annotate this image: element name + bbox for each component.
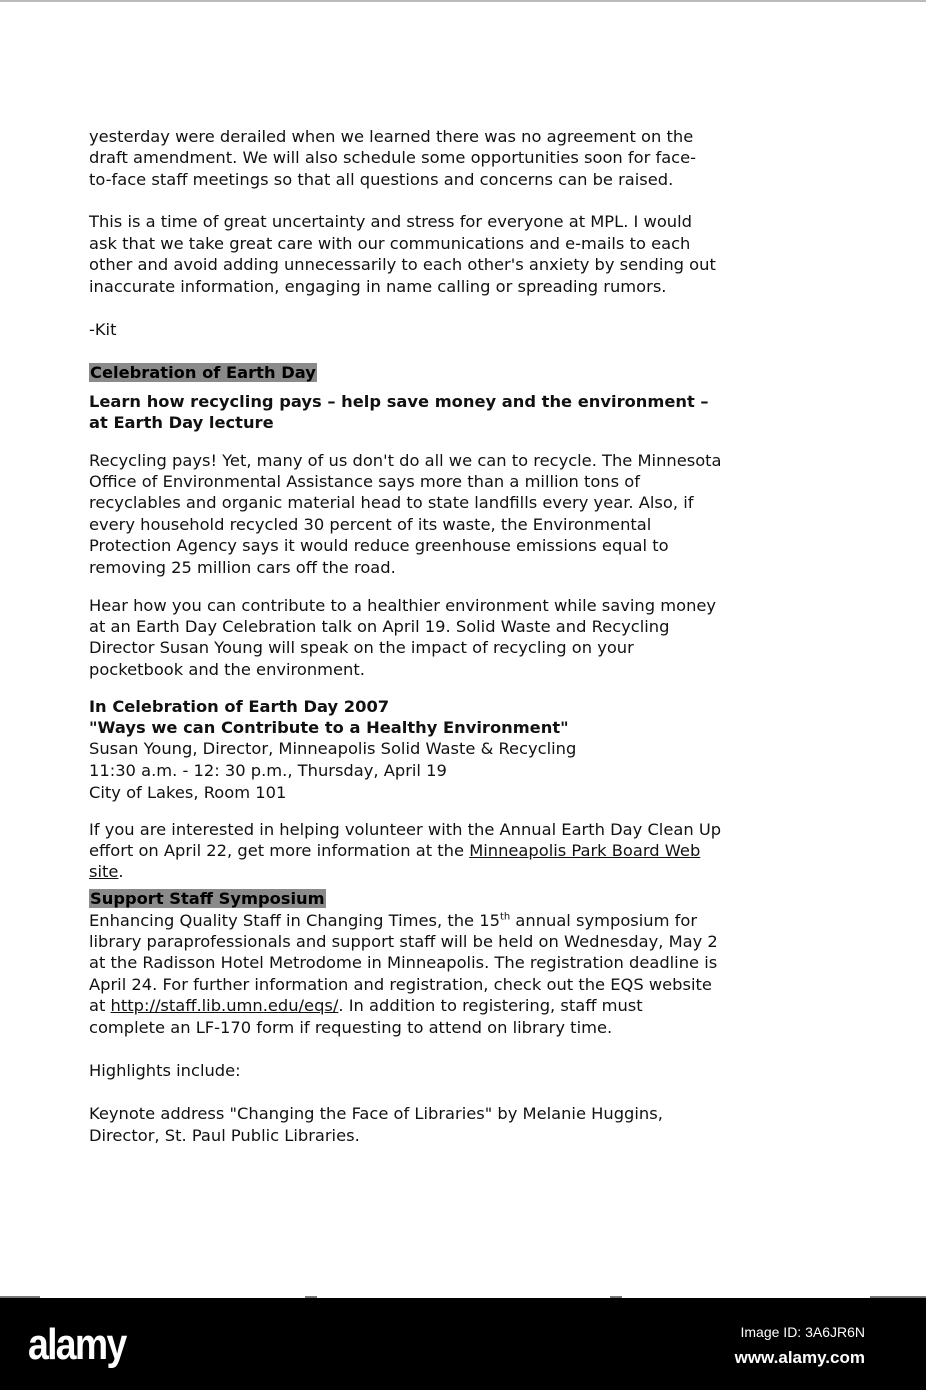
text-line: 11:30 a.m. - 12: 30 p.m., Thursday, April 19 bbox=[89, 761, 447, 780]
heading-line bbox=[89, 696, 389, 717]
subheading: Learn how recycling pays – help save money and the environment – bbox=[89, 392, 709, 411]
section-heading: Support Staff Symposium bbox=[90, 889, 325, 908]
hyperlink[interactable]: Minneapolis Park Board Web bbox=[469, 841, 701, 860]
text-line: -Kit bbox=[89, 320, 117, 339]
hyperlink[interactable]: site bbox=[89, 862, 119, 881]
text-line: yesterday were derailed when we learned there was no agreement on the bbox=[89, 127, 694, 146]
superscript: th bbox=[499, 911, 511, 923]
text-line: Protection Agency says it would reduce greenhouse emissions equal to bbox=[89, 536, 669, 555]
text-segment: effort on April 22, get more information at the bbox=[89, 841, 470, 860]
text-line: Recycling pays! Yet, many of us don't do all we can to recycle. The Minnesota bbox=[89, 451, 722, 470]
heading-line bbox=[89, 391, 709, 412]
text-line bbox=[89, 861, 124, 882]
text-line: If you are interested in helping volunteer with the Annual Earth Day Clean Up bbox=[89, 820, 722, 839]
text-line: at an Earth Day Celebration talk on April 19. Solid Waste and Recycling bbox=[89, 617, 670, 636]
text-line: April 24. For further information and registration, check out the EQS website bbox=[89, 975, 712, 994]
text-line: Director, St. Paul Public Libraries. bbox=[89, 1126, 360, 1145]
text-line: Office of Environmental Assistance says more than a million tons of bbox=[89, 472, 640, 491]
text-line: draft amendment. We will also schedule some opportunities soon for face- bbox=[89, 148, 697, 167]
text-segment: annual symposium for bbox=[510, 911, 698, 930]
subheading: In Celebration of Earth Day 2007 bbox=[89, 697, 390, 716]
hyperlink[interactable]: http://staff.lib.umn.edu/eqs/ bbox=[110, 996, 339, 1015]
text-line: at the Radisson Hotel Metrodome in Minneapolis. The registration deadline is bbox=[89, 953, 718, 972]
text-line: Keynote address "Changing the Face of Libraries" by Melanie Huggins, bbox=[89, 1104, 663, 1123]
text-segment: Enhancing Quality Staff in Changing Times, the 15 bbox=[89, 911, 500, 930]
text-line: Susan Young, Director, Minneapolis Solid Waste & Recycling bbox=[89, 739, 577, 758]
text-line: inaccurate information, engaging in name calling or spreading rumors. bbox=[89, 277, 667, 296]
text-line: Hear how you can contribute to a healthier environment while saving money bbox=[89, 596, 717, 615]
text-line: Highlights include: bbox=[89, 1061, 241, 1080]
site-url: www.alamy.com bbox=[734, 1348, 865, 1367]
section-heading: Celebration of Earth Day bbox=[90, 363, 316, 382]
text-line: ask that we take great care with our communications and e-mails to each bbox=[89, 234, 691, 253]
text-line: other and avoid adding unnecessarily to each other's anxiety by sending out bbox=[89, 255, 716, 274]
text-line: Director Susan Young will speak on the impact of recycling on your bbox=[89, 638, 634, 657]
text-line: This is a time of great uncertainty and stress for everyone at MPL. I would bbox=[89, 212, 692, 231]
scan-edge bbox=[0, 0, 926, 2]
text-line bbox=[89, 995, 643, 1016]
heading-line bbox=[89, 412, 274, 433]
text-line bbox=[89, 840, 700, 861]
subheading: at Earth Day lecture bbox=[89, 413, 274, 432]
subheading: "Ways we can Contribute to a Healthy Environment" bbox=[89, 718, 569, 737]
text-line bbox=[89, 910, 697, 931]
text-segment: . In addition to registering, staff must bbox=[338, 996, 643, 1015]
text-line: City of Lakes, Room 101 bbox=[89, 783, 287, 802]
text-line: every household recycled 30 percent of its waste, the Environmental bbox=[89, 515, 652, 534]
image-id: Image ID: 3A6JR6N bbox=[740, 1324, 865, 1340]
text-segment: . bbox=[118, 862, 124, 881]
text-line: library paraprofessionals and support staff will be held on Wednesday, May 2 bbox=[89, 932, 718, 951]
text-line: recyclables and organic material head to state landfills every year. Also, if bbox=[89, 493, 694, 512]
heading-line bbox=[89, 888, 326, 909]
alamy-logo: alamy bbox=[28, 1320, 126, 1369]
text-line: complete an LF-170 form if requesting to attend on library time. bbox=[89, 1018, 613, 1037]
text-segment: at bbox=[89, 996, 111, 1015]
watermark-footer bbox=[0, 1298, 926, 1390]
text-line: to-face staff meetings so that all questions and concerns can be raised. bbox=[89, 170, 674, 189]
text-line: pocketbook and the environment. bbox=[89, 660, 365, 679]
heading-line bbox=[89, 362, 317, 383]
text-line: removing 25 million cars off the road. bbox=[89, 558, 396, 577]
heading-line bbox=[89, 717, 569, 738]
